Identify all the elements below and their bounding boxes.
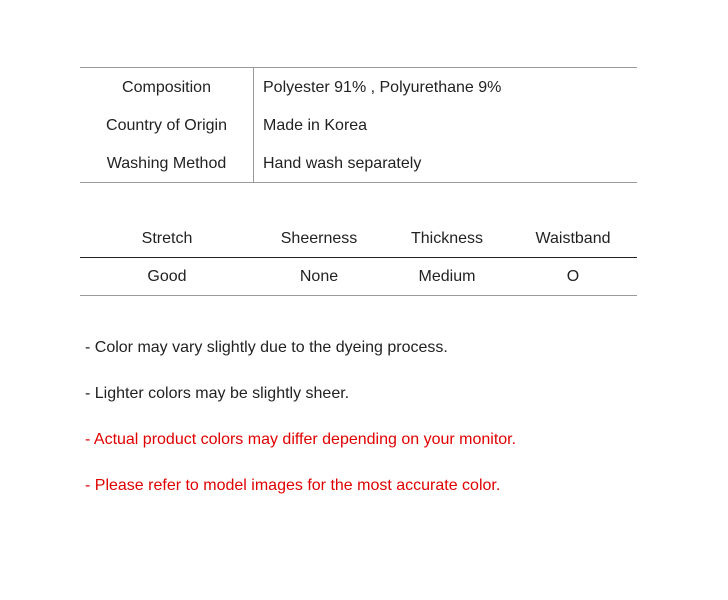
value-waistband: O [566, 268, 580, 285]
spec-value: Polyester 91% , Polyurethane 9% [263, 79, 502, 96]
spec-row-country-of-origin [80, 107, 637, 145]
header-stretch: Stretch [141, 230, 193, 247]
spec-row-composition [80, 69, 637, 107]
product-spec-table [80, 67, 637, 183]
spec-row-washing-method [80, 145, 637, 183]
value-stretch: Good [147, 268, 187, 285]
note-monitor-difference: - Actual product colors may differ depending on your monitor. [85, 431, 517, 448]
value-thickness: Medium [418, 268, 476, 285]
spec-value: Hand wash separately [263, 155, 422, 172]
value-sheerness: None [299, 268, 339, 285]
fabric-attributes-table [80, 220, 637, 296]
header-thickness: Thickness [410, 230, 484, 247]
spec-label: Washing Method [106, 155, 227, 172]
spec-label: Composition [122, 79, 211, 96]
header-sheerness: Sheerness [280, 230, 358, 247]
attributes-header-row [80, 220, 637, 258]
note-refer-model-images: - Please refer to model images for the most accurate color. [85, 477, 501, 494]
note-sheer-light-colors: - Lighter colors may be slightly sheer. [85, 385, 350, 402]
attributes-value-row [80, 258, 637, 296]
spec-label: Country of Origin [106, 117, 227, 134]
spec-value: Made in Korea [263, 117, 368, 134]
header-waistband: Waistband [535, 230, 611, 247]
note-color-variation: - Color may vary slightly due to the dyeing process. [85, 339, 448, 356]
